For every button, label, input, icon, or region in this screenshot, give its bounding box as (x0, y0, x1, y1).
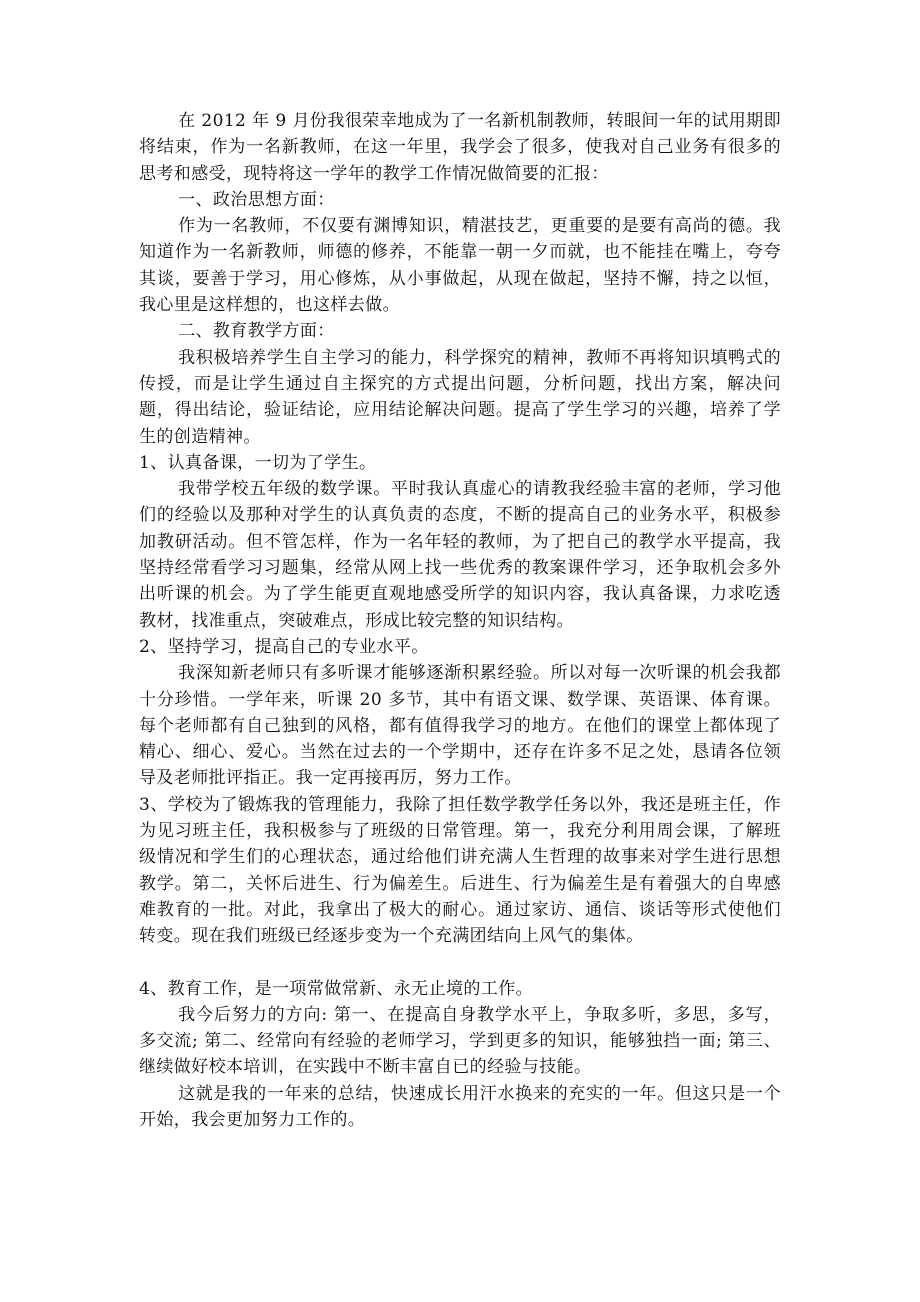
intro-paragraph: 在 2012 年 9 月份我很荣幸地成为了一名新机制教师，转眼间一年的试用期即将结束，作为一名新教师，在这一年里，我学会了很多，使我对自己业务有很多的思考和感受，现特将这一学年的教学工作情况做简要的汇报： (139, 111, 781, 184)
document-body (139, 108, 781, 1133)
conclusion-paragraph: 这就是我的一年来的总结，快速成长用汗水换来的充实的一年。但这只是一个开始，我会更加努力工作的。 (139, 1083, 781, 1130)
section-heading-teaching: 二、教育教学方面： (178, 321, 335, 342)
subheading-study: 2、坚持学习，提高自己的专业水平。 (139, 636, 429, 657)
politics-paragraph: 作为一名教师，不仅要有渊博知识，精湛技艺，更重要的是要有高尚的德。我知道作为一名新教师，师德的修养，不能靠一朝一夕而就，也不能挂在嘴上，夸夸其谈，要善于学习，用心修炼，从小事做起，从现在做起，坚持不懈，持之以恒，我心里是这样想的，也这样去做。 (139, 216, 781, 316)
subheading-education-work: 4、教育工作，是一项常做常新、永无止境的工作。 (139, 978, 534, 999)
teaching-paragraph: 我积极培养学生自主学习的能力，科学探究的精神，教师不再将知识填鸭式的传授，而是让学生通过自主探究的方式提出问题，分析问题，找出方案，解决问题，得出结论，验证结论，应用结论解决问题。提高了学生学习的兴趣，培养了学生的创造精神。 (139, 347, 781, 447)
future-direction-paragraph: 我今后努力的方向: 第一、在提高自身教学水平上，争取多听，多思，多写，多交流; 第二、经常向有经验的老师学习，学到更多的知识，能够独挡一面; 第三、继续做好校本培训，在实践中不断丰富自已的经验与技能。 (139, 1004, 781, 1078)
section-heading-politics: 一、政治思想方面： (178, 189, 335, 210)
study-paragraph: 我深知新老师只有多听课才能够逐渐积累经验。所以对每一次听课的机会我都十分珍惜。一学年来，听课 20 多节，其中有语文课、数学课、英语课、体育课。每个老师都有自己独到的风格，都有值得我学习的地方。在他们的课堂上都体现了精心、细心、爱心。当然在过去的一个学期中，还存在许多不足之处，恳请各位领导及老师批评指正。我一定再接再厉，努力工作。 (139, 663, 781, 789)
lesson-prep-paragraph: 我带学校五年级的数学课。平时我认真虚心的请教我经验丰富的老师，学习他们的经验以及那种对学生的认真负责的态度，不断的提高自己的业务水平，积极参加教研活动。但不管怎样，作为一名年轻的教师，为了把自己的教学水平提高，我坚持经常看学习习题集，经常从网上找一些优秀的教案课件学习，还争取机会多外出听课的机会。为了学生能更直观地感受所学的知识内容，我认真备课，力求吃透教材，找准重点，突破难点，形成比较完整的知识结构。 (139, 479, 781, 631)
paragraph-spacer (139, 950, 781, 976)
subheading-lesson-prep: 1、认真备课，一切为了学生。 (139, 452, 377, 473)
class-management-paragraph: 3、学校为了锻炼我的管理能力，我除了担任数学教学任务以外，我还是班主任，作为见习班主任，我积极参与了班级的日常管理。第一，我充分利用周会课，了解班级情况和学生们的心理状态，通过给他们讲充满人生哲理的故事来对学生进行思想教学。第二，关怀后进生、行为偏差生。后进生、行为偏差生是有着强大的自卑感难教育的一批。对此，我拿出了极大的耐心。通过家访、通信、谈话等形式使他们转变。现在我们班级已经逐步变为一个充满团结向上风气的集体。 (139, 794, 781, 947)
